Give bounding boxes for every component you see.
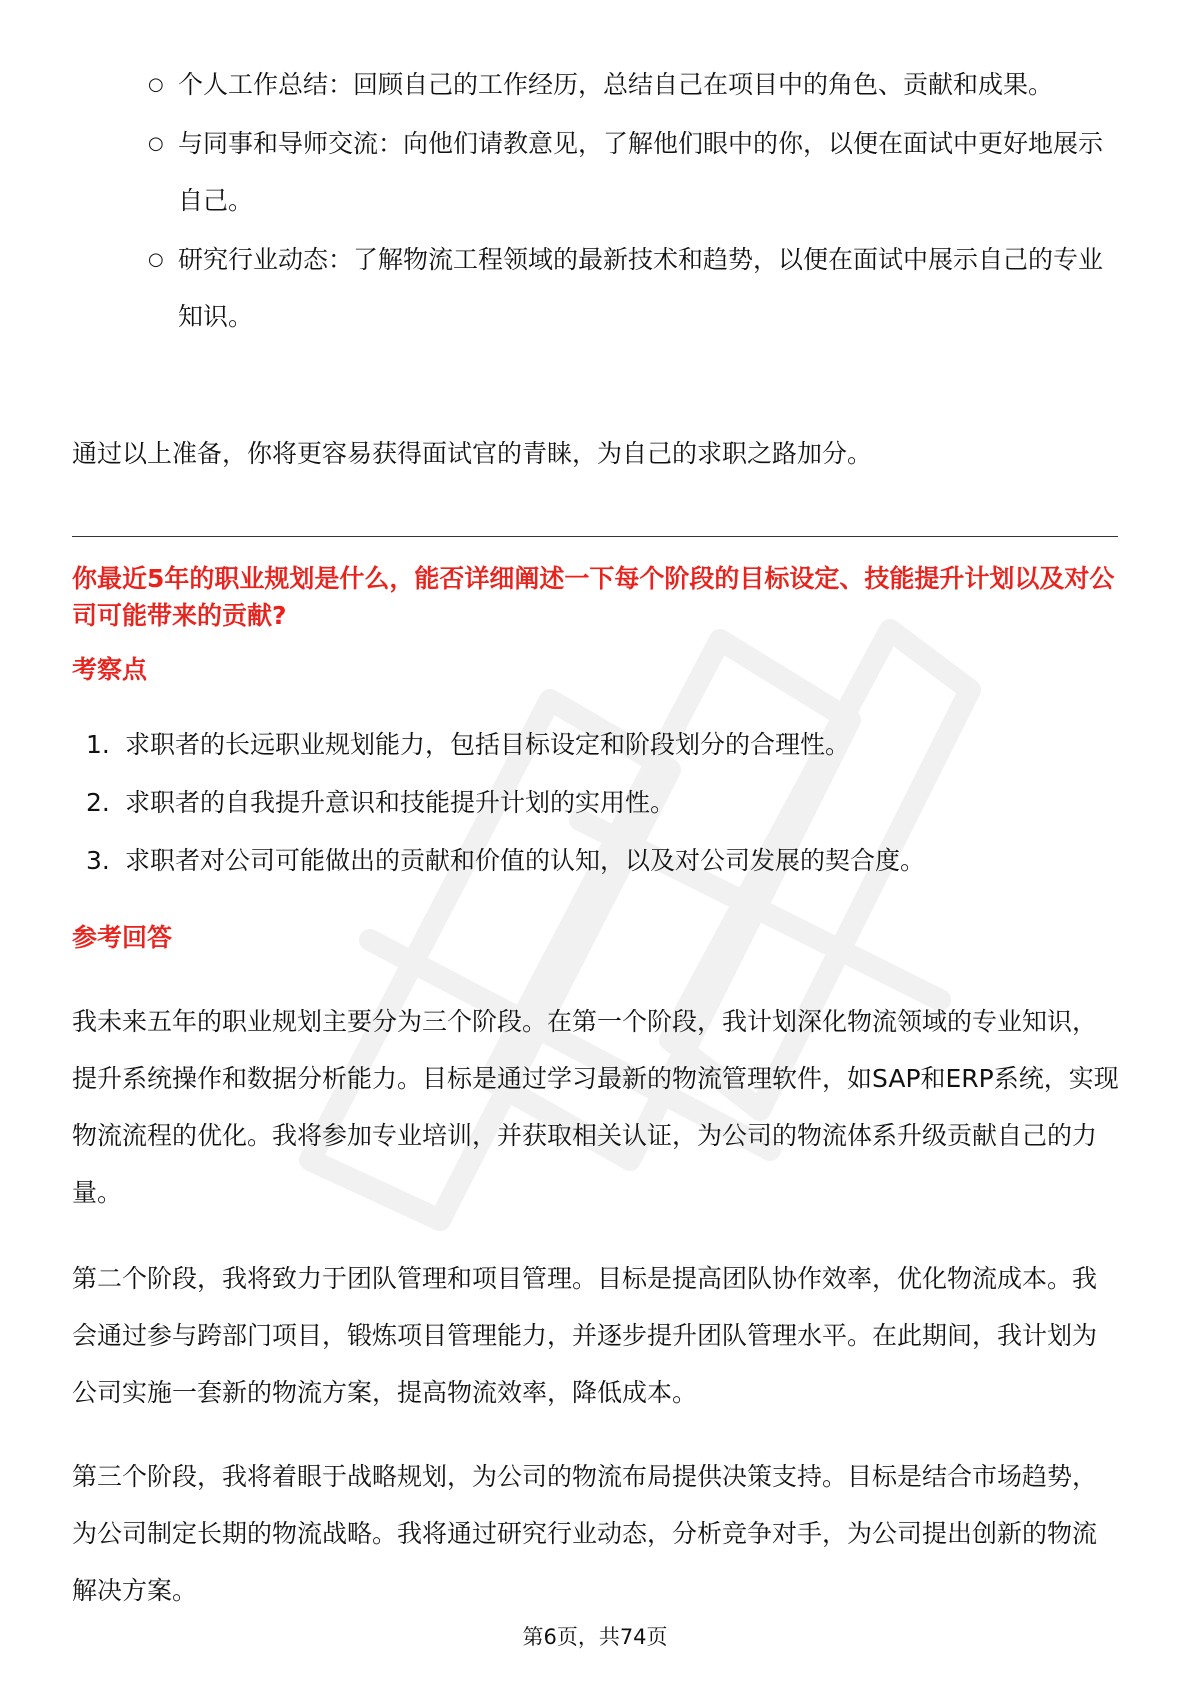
list-item xyxy=(148,115,1118,229)
list-item-text: 求职者的长远职业规划能力，包括目标设定和阶段划分的合理性。 xyxy=(125,730,851,759)
list-item xyxy=(148,56,1118,113)
answer-heading: 参考回答 xyxy=(72,923,173,952)
list-item-text: 个人工作总结：回顾自己的工作经历，总结自己在项目中的角色、贡献和成果。 xyxy=(178,70,1054,99)
list-item-text: 求职者对公司可能做出的贡献和价值的认知，以及对公司发展的契合度。 xyxy=(125,846,926,875)
list-item xyxy=(148,231,1118,345)
list-number: 3. xyxy=(86,846,110,875)
circle-bullet-icon: ○ xyxy=(148,74,164,95)
circle-bullet-icon: ○ xyxy=(148,133,164,154)
circle-bullet-icon: ○ xyxy=(148,249,164,270)
list-item-text: 与同事和导师交流：向他们请教意见，了解他们眼中的你，以便在面试中更好地展示自己。 xyxy=(178,129,1104,215)
page-number-footer: 第6页，共74页 xyxy=(522,1625,668,1649)
assessment-list xyxy=(86,716,1116,890)
conclusion-paragraph: 通过以上准备，你将更容易获得面试官的青睐，为自己的求职之路加分。 xyxy=(72,439,873,468)
list-item-text: 研究行业动态：了解物流工程领域的最新技术和趋势，以便在面试中展示自己的专业知识。 xyxy=(178,245,1104,331)
list-item xyxy=(86,832,1116,890)
list-number: 2. xyxy=(86,788,110,817)
list-item xyxy=(86,716,1116,774)
list-item xyxy=(86,774,1116,832)
assessment-heading: 考察点 xyxy=(72,655,148,684)
list-number: 1. xyxy=(86,730,110,759)
list-item-text: 求职者的自我提升意识和技能提升计划的实用性。 xyxy=(125,788,676,817)
answer-paragraph: 我未来五年的职业规划主要分为三个阶段。在第一个阶段，我计划深化物流领域的专业知识，提升系统操作和数据分析能力。目标是通过学习最新的物流管理软件，如SAP和ERP系统，实现物流流程的优化。我将参加专业培训，并获取相关认证，为公司的物流体系升级贡献自己的力量。 xyxy=(72,1007,1119,1207)
answer-paragraph: 第三个阶段，我将着眼于战略规划，为公司的物流布局提供决策支持。目标是结合市场趋势，为公司制定长期的物流战略。我将通过研究行业动态，分析竞争对手，为公司提出创新的物流解决方案。 xyxy=(72,1462,1098,1605)
interview-question: 你最近5年的职业规划是什么，能否详细阐述一下每个阶段的目标设定、技能提升计划以及对公司可能带来的贡献? xyxy=(72,564,1115,630)
answer-paragraph: 第二个阶段，我将致力于团队管理和项目管理。目标是提高团队协作效率，优化物流成本。我会通过参与跨部门项目，锻炼项目管理能力，并逐步提升团队管理水平。在此期间，我计划为公司实施一套新的物流方案，提高物流效率，降低成本。 xyxy=(72,1264,1098,1407)
preparation-list xyxy=(148,56,1118,347)
section-divider xyxy=(72,536,1118,537)
